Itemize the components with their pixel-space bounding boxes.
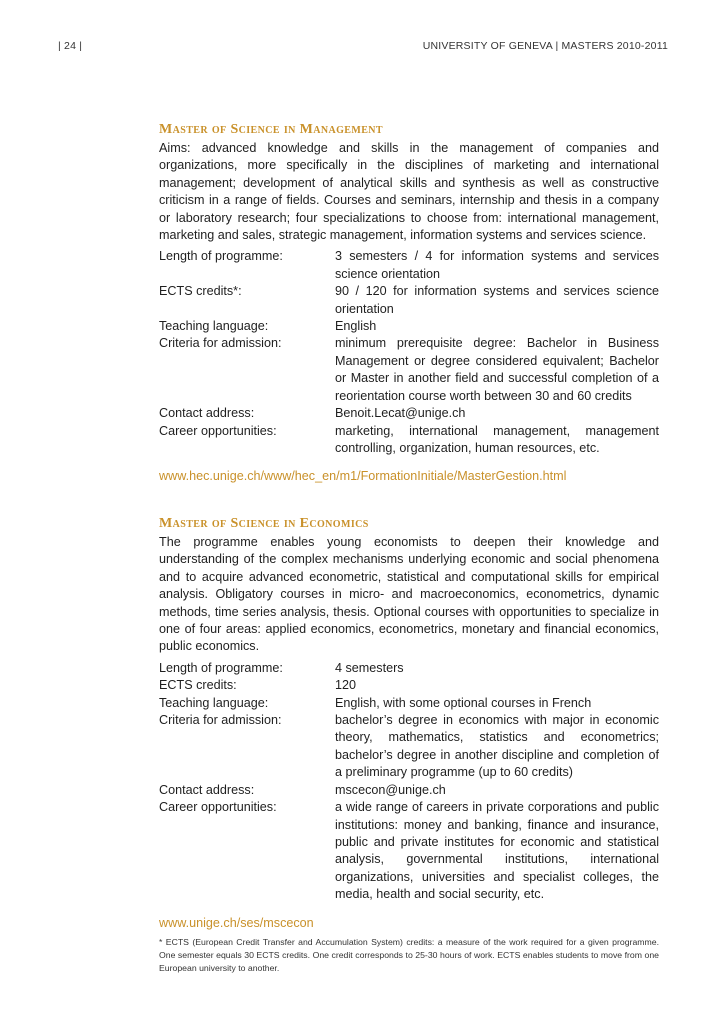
running-title: UNIVERSITY OF GENEVA | MASTERS 2010-2011	[422, 40, 668, 52]
description-text: Aims: advanced knowledge and skills in the management of companies and organizations, more specifically in the disciplines of marketing and international management; development of analytical skills and synthesis as well as constructive criticism in a range of fields. Courses and seminars, internship and thesis in a company or laboratory research; four specializations to choose from: international management, marketing and sales, strategic management, information systems and services science.	[159, 141, 659, 243]
detail-label: Teaching language:	[159, 695, 269, 710]
detail-label: Career opportunities:	[159, 423, 277, 438]
detail-value: bachelor’s degree in economics with major in economic theory, mathematics, statistics and econometrics; bachelor’s degree in another discipline and completion of a preliminary programme (up to 60 credits)	[335, 713, 659, 780]
detail-value: 90 / 120 for information systems and services science orientation	[335, 284, 659, 316]
detail-row	[159, 695, 659, 712]
detail-value: minimum prerequisite degree: Bachelor in Business Management or degree considered equivalent; Bachelor or Master in another field and successful completion of a reorientation course worth between 30 and 60 credits	[335, 336, 659, 403]
detail-label: Length of programme:	[159, 249, 283, 264]
page-header	[58, 40, 668, 58]
detail-label: ECTS credits:	[159, 678, 237, 693]
detail-label: Teaching language:	[159, 319, 269, 334]
description-text: The programme enables young economists to deepen their knowledge and understanding of the complex mechanisms underlying economic and social phenomena and to acquire advanced econometric, statistical and computational skills for empirical analysis. Obligatory courses in micro- and macroeconomics, econometrics, dynamic methods, time series analysis, thesis. Optional courses with opportunities to specialize in one of four areas: applied economics, econometrics, monetary and financial economics, public economics.	[159, 535, 659, 654]
detail-row	[159, 335, 659, 405]
detail-row	[159, 248, 659, 283]
detail-row	[159, 405, 659, 422]
detail-label: Career opportunities:	[159, 800, 277, 815]
detail-row	[159, 677, 659, 694]
section-title: Master of Science in Management	[159, 122, 383, 137]
detail-row	[159, 318, 659, 335]
contact-email[interactable]: Benoit.Lecat@unige.ch	[335, 406, 466, 421]
programme-link[interactable]: www.hec.unige.ch/www/hec_en/m1/FormationInitiale/MasterGestion.html	[159, 469, 567, 484]
section-description	[159, 140, 659, 244]
section-title: Master of Science in Economics	[159, 516, 369, 531]
detail-value: marketing, international management, management controlling, organization, human resources, etc.	[335, 423, 659, 455]
section-description	[159, 534, 659, 656]
footnote: * ECTS (European Credit Transfer and Accumulation System) credits: a measure of the work required for a given programme. One semester equals 30 ECTS credits. One credit corresponds to 25-30 hours of work. ECTS enables students to move from one European university to another.	[159, 937, 659, 973]
detail-value: English	[335, 319, 377, 334]
detail-row	[159, 423, 659, 458]
detail-row	[159, 799, 659, 903]
contact-email[interactable]: mscecon@unige.ch	[335, 782, 446, 797]
detail-value: English, with some optional courses in French	[335, 695, 592, 710]
detail-row	[159, 283, 659, 318]
detail-row	[159, 712, 659, 782]
section-economics	[159, 515, 659, 932]
programme-details	[159, 660, 659, 904]
detail-label: Criteria for admission:	[159, 336, 282, 351]
detail-label: Contact address:	[159, 782, 255, 797]
detail-row	[159, 782, 659, 799]
detail-value: 4 semesters	[335, 660, 404, 675]
programme-link[interactable]: www.unige.ch/ses/mscecon	[159, 915, 314, 930]
detail-value: 120	[335, 678, 357, 693]
detail-label: ECTS credits*:	[159, 284, 242, 299]
detail-label: Criteria for admission:	[159, 713, 282, 728]
detail-value: 3 semesters / 4 for information systems and services science orientation	[335, 249, 659, 281]
page-number: | 24 |	[58, 40, 83, 52]
detail-row	[159, 660, 659, 677]
section-management	[159, 121, 659, 486]
programme-details	[159, 248, 659, 457]
detail-label: Length of programme:	[159, 660, 283, 675]
detail-label: Contact address:	[159, 406, 255, 421]
detail-value: a wide range of careers in private corporations and public institutions: money and banking, finance and insurance, public and private institutes for economic and statistical analysis, governmental institutions, international organizations, universities and specialist colleges, the media, health and social security, etc.	[335, 800, 659, 902]
